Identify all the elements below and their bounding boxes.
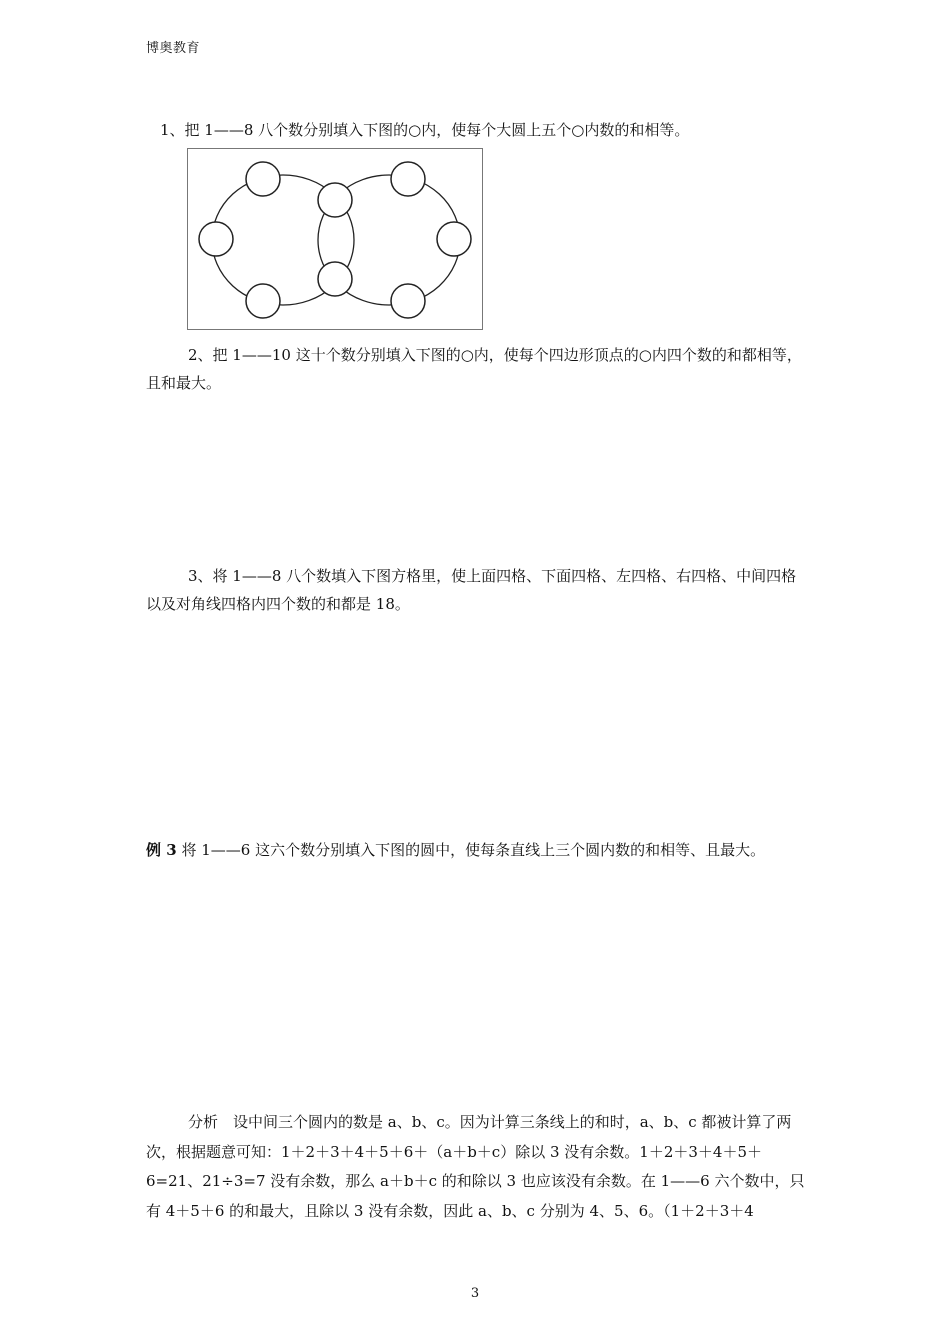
analysis-text: 分析 设中间三个圆内的数是 a、b、c。因为计算三条线上的和时，a、b、c 都被计算了两次，根据题意可知：1＋2＋3＋4＋5＋6＋（a＋b＋c）除以 3 没有余数。1＋2＋3＋4＋5＋6=21、21÷3=7 没有余数，那么 a＋b＋c 的和除以 3 也应该没有余数。在 1——6 六个数中，只有 4＋5＋6 的和最大，且除以 3 没有余数，因此 a、b、c 分别为 4、5、6。（1＋2＋3＋4 (146, 1113, 805, 1220)
page-header: 博奥教育 (146, 41, 201, 56)
small-circle (391, 284, 425, 318)
problem-1-text: 1、把 1——8 八个数分别填入下图的○内，使每个大圆上五个○内数的和相等。 (160, 121, 690, 139)
small-circle (318, 183, 352, 217)
example-body: 将 1——6 这六个数分别填入下图的圆中，使每条直线上三个圆内数的和相等、且最大。 (176, 841, 766, 859)
small-circle (391, 162, 425, 196)
small-circle (437, 222, 471, 256)
problem-3-text: 3、将 1——8 八个数填入下图方格里，使上面四格、下面四格、左四格、右四格、中间四格以及对角线四格内四个数的和都是 18。 (146, 567, 797, 613)
small-circle (246, 162, 280, 196)
small-circle (199, 222, 233, 256)
problem-2-text: 2、把 1——10 这十个数分别填入下图的○内，使每个四边形顶点的○内四个数的和都相等，且和最大。 (146, 346, 802, 392)
two-circle-diagram (188, 149, 484, 331)
example-3-text (146, 836, 810, 864)
small-circle (246, 284, 280, 318)
example-label: 例 3 (146, 841, 177, 859)
two-circle-figure (187, 148, 483, 330)
page-number: 3 (470, 1286, 480, 1301)
small-circle (318, 262, 352, 296)
